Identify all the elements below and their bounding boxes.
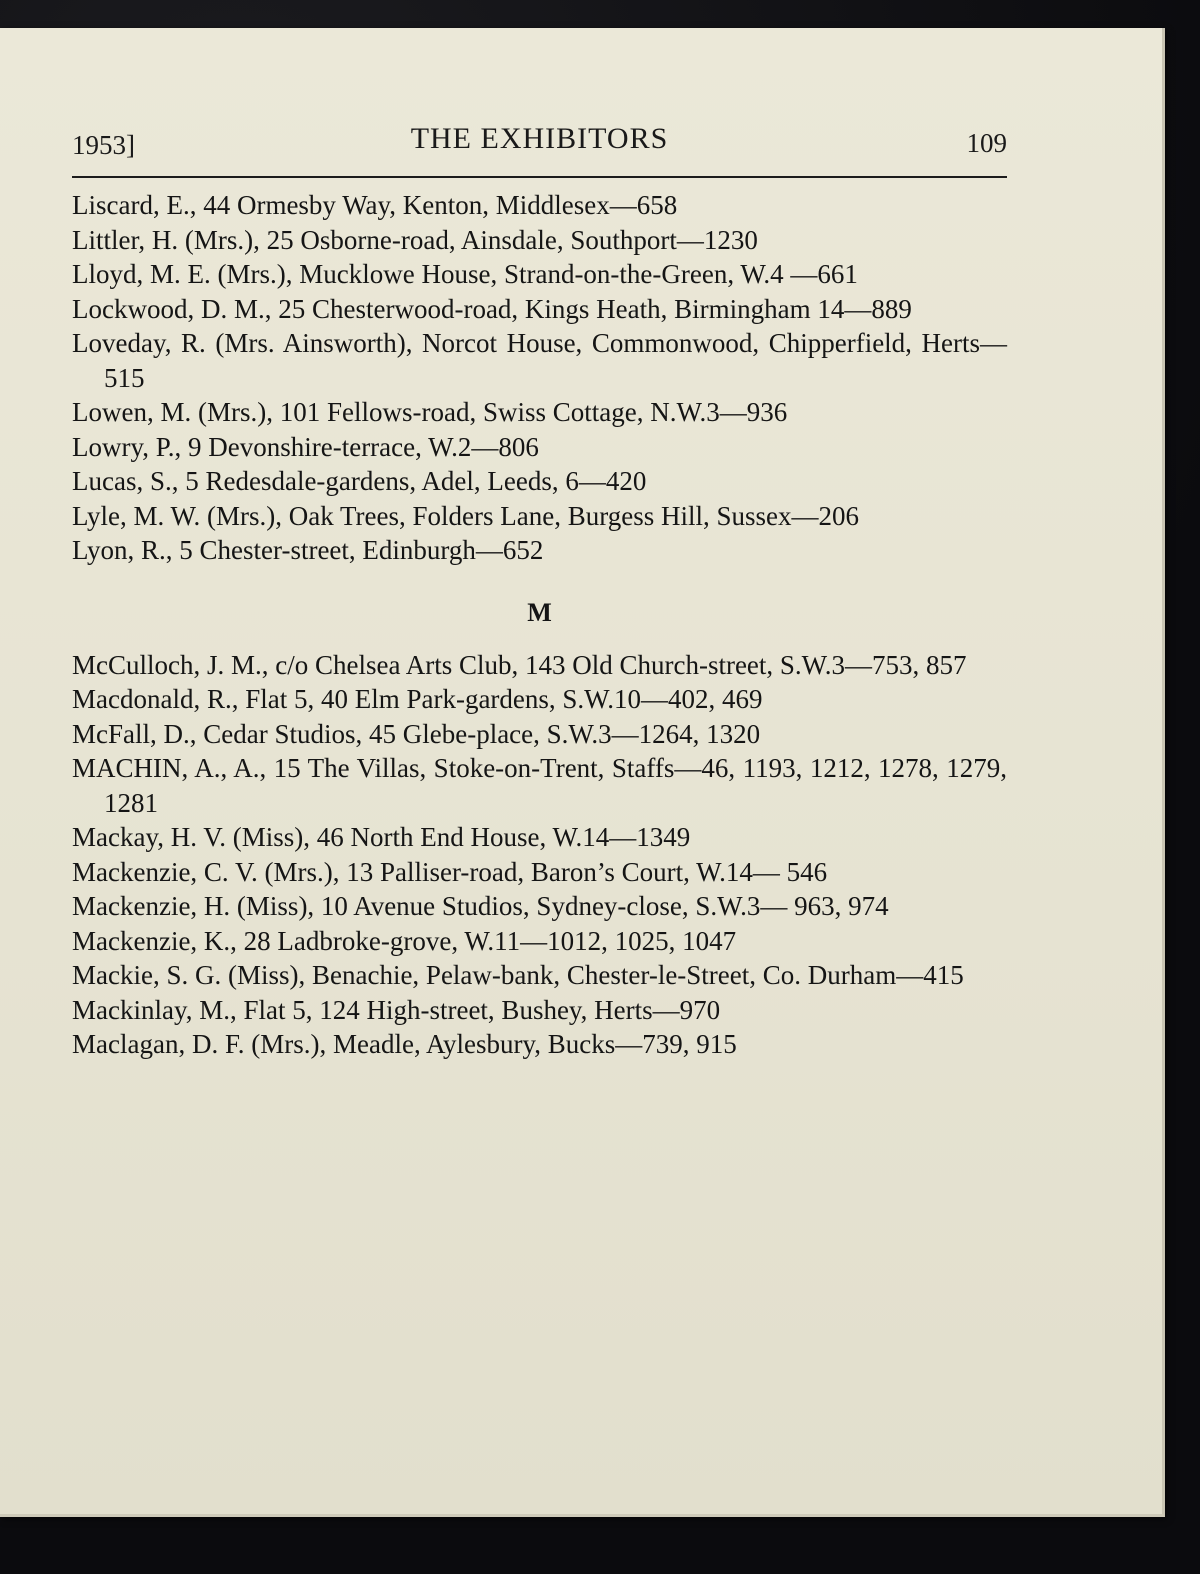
list-item: Liscard, E., 44 Ormesby Way, Kenton, Middlesex—658: [72, 190, 678, 220]
header-rule: [72, 176, 1007, 178]
list-item: McCulloch, J. M., c/o Chelsea Arts Club, 143 Old Church-street, S.W.3—753, 857: [72, 649, 967, 680]
exhibitor-list: [72, 188, 1007, 1062]
list-item: Lucas, S., 5 Redesdale-gardens, Adel, Leeds, 6—420: [72, 466, 647, 496]
list-item: Mackinlay, M., Flat 5, 124 High-street, Bushey, Herts—970: [72, 994, 721, 1025]
running-head: [72, 120, 1007, 170]
list-item: Mackay, H. V. (Miss), 46 North End House, W.14—1349: [72, 822, 691, 852]
list-item: Lockwood, D. M., 25 Chesterwood-road, Kings Heath, Birmingham 14—889: [72, 293, 912, 324]
list-item: Lowry, P., 9 Devonshire-terrace, W.2—806: [72, 431, 539, 462]
book-page: [0, 28, 1165, 1517]
list-item: Lowen, M. (Mrs.), 101 Fellows-road, Swiss Cottage, N.W.3—936: [72, 397, 788, 427]
list-item: Maclagan, D. F. (Mrs.), Meadle, Aylesbury, Bucks—739, 915: [72, 1029, 737, 1059]
list-item: Mackenzie, H. (Miss), 10 Avenue Studios, Sydney-close, S.W.3— 963, 974: [72, 891, 889, 921]
list-item: Mackenzie, K., 28 Ladbroke-grove, W.11—1012, 1025, 1047: [72, 925, 737, 956]
header-year: 1953]: [72, 130, 135, 160]
list-item: Mackenzie, C. V. (Mrs.), 13 Palliser-road, Baron’s Court, W.14— 546: [72, 856, 828, 887]
list-item: Loveday, R. (Mrs. Ainsworth), Norcot House, Commonwood, Chipperfield, Herts—515: [72, 328, 1007, 393]
list-item: Lloyd, M. E. (Mrs.), Mucklowe House, Strand-on-the-Green, W.4 —661: [72, 259, 858, 289]
list-item: MACHIN, A., A., 15 The Villas, Stoke-on-Trent, Staffs—46, 1193, 1212, 1278, 1279, 1281: [72, 753, 1007, 818]
page-number: 109: [966, 128, 1007, 158]
list-item: Littler, H. (Mrs.), 25 Osborne-road, Ainsdale, Southport—1230: [72, 224, 758, 255]
list-item: Mackie, S. G. (Miss), Benachie, Pelaw-bank, Chester-le-Street, Co. Durham—415: [72, 960, 964, 990]
section-heading-m: M: [527, 597, 552, 627]
page-content: [72, 120, 1007, 1062]
page-title: THE EXHIBITORS: [410, 122, 669, 155]
list-item: McFall, D., Cedar Studios, 45 Glebe-place, S.W.3—1264, 1320: [72, 718, 761, 749]
list-item: Lyle, M. W. (Mrs.), Oak Trees, Folders Lane, Burgess Hill, Sussex—206: [72, 500, 859, 531]
list-item: Lyon, R., 5 Chester-street, Edinburgh—652: [72, 535, 544, 565]
list-item: Macdonald, R., Flat 5, 40 Elm Park-gardens, S.W.10—402, 469: [72, 684, 763, 714]
